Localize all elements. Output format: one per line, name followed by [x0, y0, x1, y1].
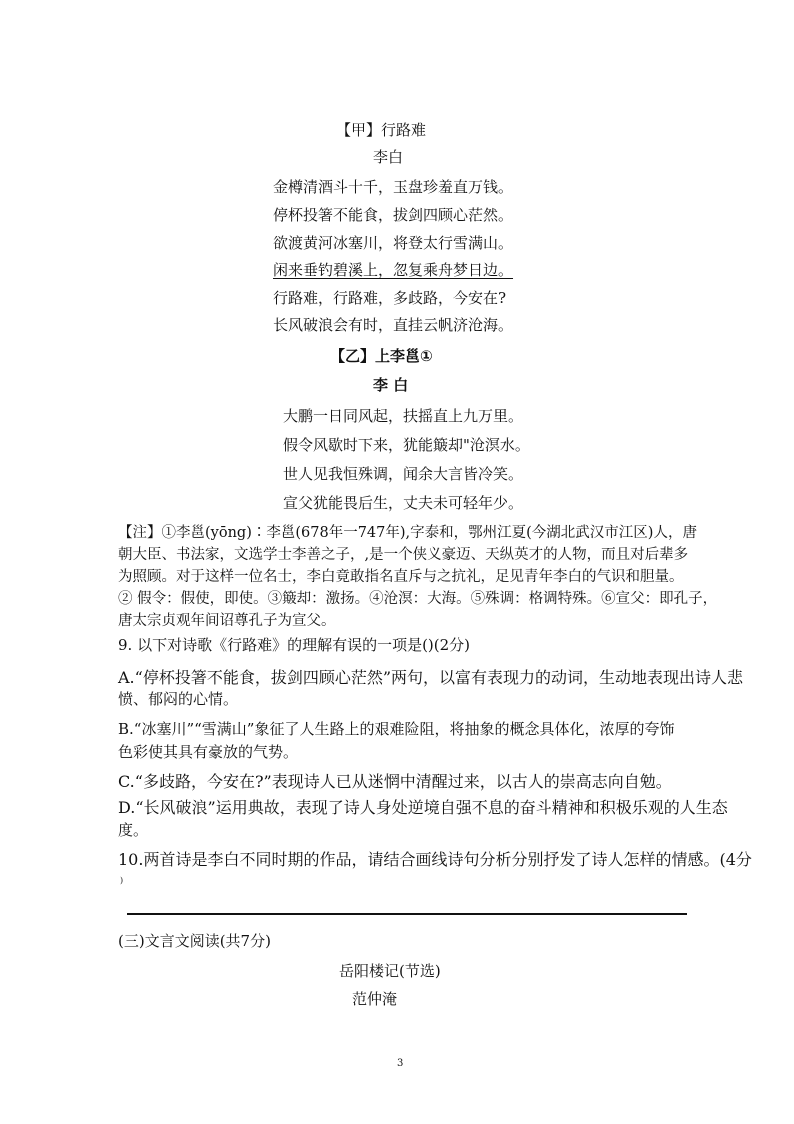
note-line: 唐太宗贞观年间诏尊孔子为宣父。 — [118, 613, 336, 629]
question-9-option-b: B.“冰塞川”“雪满山”象征了人生路上的艰难险阻，将抽象的概念具体化，浓厚的夸饰 — [118, 720, 675, 738]
poem1-title: 【甲】行路难 — [336, 121, 427, 139]
section-3-heading: (三)文言文阅读(共7分) — [118, 932, 271, 950]
answer-line — [127, 913, 687, 915]
poem2-author: 李 白 — [373, 376, 409, 394]
question-9-option-d: D.“长风破浪”运用典故，表现了诗人身处逆境自强不息的奋斗精神和积极乐观的人生态 — [118, 798, 728, 817]
note-line: 为照顾。对于这样一位名士，李白竟敢指名直斥与之抗礼，足见青年李白的气识和胆量。 — [118, 569, 684, 585]
poem1-line: 欲渡黄河冰塞川，将登太行雪满山。 — [273, 234, 514, 252]
question-9-option-d-cont: 度。 — [118, 821, 149, 839]
question-9-option-b-cont: 色彩使其具有豪放的气势。 — [118, 743, 299, 761]
poem1-author: 李白 — [373, 148, 404, 166]
question-9-option-c: C.“多歧路，今安在?”表现诗人已从迷惘中清醒过来，以古人的崇高志向自勉。 — [118, 772, 672, 791]
question-10-tail: ) — [120, 876, 124, 885]
passage-author: 范仲淹 — [352, 990, 398, 1008]
poem2-line: 宣父犹能畏后生，丈夫未可轻年少。 — [283, 494, 524, 512]
note-line: 朝大臣、书法家，文选学士李善之子，,是一个侠义豪迈、天纵英才的人物，而且对后辈多 — [118, 547, 689, 563]
poem1-line: 行路难，行路难，多歧路，今安在? — [273, 289, 507, 307]
poem1-line: 停杯投箸不能食，拔剑四顾心茫然。 — [273, 206, 514, 224]
passage-title: 岳阳楼记(节选) — [339, 962, 441, 980]
poem2-line: 大鹏一日同风起，扶摇直上九万里。 — [283, 407, 524, 425]
question-9-option-a-cont: 愤、郁闷的心情。 — [118, 690, 239, 708]
poem2-line: 世人见我恒殊调，闻余大言皆冷笑。 — [283, 465, 524, 483]
note-line: 【注】①李邕(yōng)∶李邕(678年一747年),字泰和，鄂州江夏(今湖北武汉市江区)人，唐 — [118, 525, 697, 541]
poem2-line: 假令风歇时下来，犹能簸却"沧溟水。 — [283, 436, 530, 454]
poem2-title: 【乙】上李邕① — [330, 347, 433, 365]
question-9-stem: 9. 以下对诗歌《行路难》的理解有误的一项是()(2分) — [118, 636, 471, 654]
question-9-option-a: A.“停杯投箸不能食，拔剑四顾心茫然”两句，以富有表现力的动词，生动地表现出诗人悲 — [118, 668, 744, 687]
poem1-line: 长风破浪会有时，直挂云帆济沧海。 — [273, 316, 514, 334]
question-10-stem: 10.两首诗是李白不同时期的作品，请结合画线诗句分析分别抒发了诗人怎样的情感。(4分 — [118, 850, 752, 869]
note-line: ② 假令：假使，即使。③簸却：激扬。④沧溟：大海。⑤殊调：格调特殊。⑥宣父：即孔子， — [118, 591, 718, 607]
poem1-line: 金樽清酒斗十千，玉盘珍羞直万钱。 — [273, 178, 514, 196]
poem1-underlined-line: 闲来垂钓碧溪上，忽复乘舟梦日边。 — [273, 261, 514, 279]
page-number: 3 — [397, 1058, 404, 1069]
